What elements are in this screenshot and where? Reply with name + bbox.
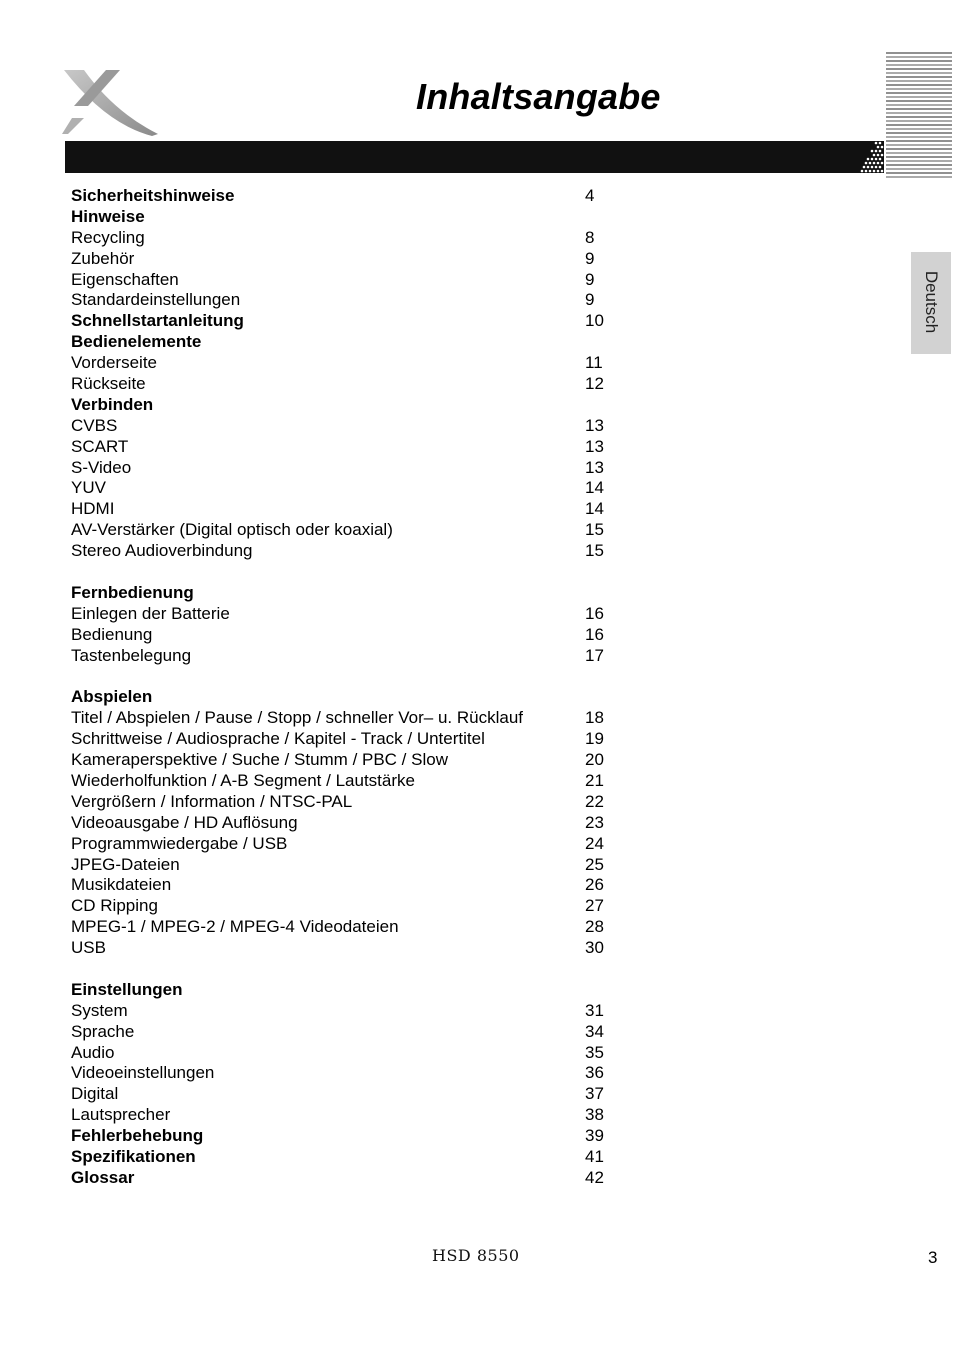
toc-section-heading <box>71 1147 631 1168</box>
toc-entry-page: 4 <box>585 186 595 205</box>
toc-entry <box>71 604 631 625</box>
dot-decoration <box>881 162 884 165</box>
toc-entry-label: Einstellungen <box>71 979 183 999</box>
toc-entry <box>71 1084 631 1105</box>
toc-entry-label: AV-Verstärker (Digital optisch oder koaxial) <box>71 520 393 540</box>
dot-decoration <box>881 146 884 149</box>
toc-entry <box>71 834 631 855</box>
toc-entry <box>71 1043 631 1064</box>
toc-entry <box>71 458 631 479</box>
dot-decoration <box>877 146 880 149</box>
toc-entry-label: Sicherheitshinweise <box>71 186 235 205</box>
toc-entry-page: 41 <box>585 1146 604 1166</box>
dot-decoration <box>879 142 882 145</box>
toc-entry <box>71 855 631 876</box>
toc-entry <box>71 771 631 792</box>
toc-entry-label: Vergrößern / Information / NTSC-PAL <box>71 791 353 811</box>
toc-entry-label: Schrittweise / Audiosprache / Kapitel - Track / Untertitel <box>71 729 485 749</box>
toc-entry <box>71 270 631 291</box>
toc-entry-label: MPEG-1 / MPEG-2 / MPEG-4 Videodateien <box>71 917 399 937</box>
toc-entry <box>71 1022 631 1043</box>
page-number: 3 <box>928 1248 938 1267</box>
toc-entry-label: Wiederholfunktion / A-B Segment / Lautstärke <box>71 770 415 790</box>
toc-entry-page: 24 <box>585 833 604 853</box>
toc-section-heading <box>71 1126 631 1147</box>
toc-entry-label: JPEG-Dateien <box>71 854 180 874</box>
dot-decoration <box>873 154 876 157</box>
toc-entry-label: Fehlerbehebung <box>71 1126 204 1146</box>
dot-decoration <box>875 166 878 169</box>
dot-decoration <box>881 170 884 173</box>
toc-entry <box>71 416 631 437</box>
toc-entry-label: Digital <box>71 1084 119 1104</box>
toc-entry-label: Verbinden <box>71 394 154 414</box>
toc-entry-page: 25 <box>585 854 604 874</box>
dot-decoration <box>877 170 880 173</box>
toc-entry-page: 42 <box>585 1167 604 1187</box>
footer-model-name: HSD 8550 <box>432 1246 520 1265</box>
toc-entry-page: 36 <box>585 1063 604 1083</box>
language-tab <box>911 252 951 354</box>
dot-decoration <box>877 162 880 165</box>
toc-section-heading <box>71 583 631 604</box>
dot-decoration <box>873 170 876 173</box>
side-stripes-decoration <box>886 50 952 182</box>
toc-entry-label: Vorderseite <box>71 353 157 373</box>
toc-entry-page: 12 <box>585 374 604 394</box>
toc-entry-label: Tastenbelegung <box>71 645 192 665</box>
toc-entry-label: Rückseite <box>71 374 146 394</box>
toc-entry-label: Recycling <box>71 227 145 247</box>
toc-entry-page: 31 <box>585 1000 604 1020</box>
dot-decoration <box>867 166 870 169</box>
toc-section-heading <box>71 687 631 708</box>
dot-decoration <box>869 162 872 165</box>
dot-decoration <box>881 154 884 157</box>
toc-entry-page: 37 <box>585 1084 604 1104</box>
dot-decoration <box>867 158 870 161</box>
toc-entry-page: 22 <box>585 791 604 811</box>
toc-entry-label: Spezifikationen <box>71 1146 196 1166</box>
dot-decoration <box>863 166 866 169</box>
dot-decoration <box>875 142 878 145</box>
toc-entry-label: Titel / Abspielen / Pause / Stopp / schneller Vor– u. Rücklauf <box>71 708 524 728</box>
toc-section-heading <box>71 332 631 353</box>
toc-entry-page: 15 <box>585 541 604 561</box>
toc-entry-label: Videoeinstellungen <box>71 1063 215 1083</box>
dot-decoration <box>879 166 882 169</box>
toc-entry-label: Lautsprecher <box>71 1105 171 1125</box>
toc-entry-page: 18 <box>585 708 604 728</box>
toc-entry-page: 30 <box>585 938 604 958</box>
toc-entry-page: 16 <box>585 624 604 644</box>
toc-entry-page: 8 <box>585 227 595 247</box>
toc-entry-label: SCART <box>71 436 129 456</box>
header-bar-dots-decoration <box>842 141 884 173</box>
dot-decoration <box>865 162 868 165</box>
toc-entry-label: Hinweise <box>71 206 145 226</box>
toc-entry-page: 28 <box>585 917 604 937</box>
toc-entry-page: 38 <box>585 1105 604 1125</box>
toc-entry-label: S-Video <box>71 457 132 477</box>
toc-entry-label: Eigenschaften <box>71 269 179 289</box>
toc-spacer <box>71 666 631 687</box>
toc-entry <box>71 729 631 750</box>
toc-entry-label: CD Ripping <box>71 896 158 916</box>
toc-section-heading <box>71 207 631 228</box>
toc-entry-label: Musikdateien <box>71 875 172 895</box>
toc-entry <box>71 1063 631 1084</box>
toc-entry <box>71 625 631 646</box>
dot-decoration <box>879 158 882 161</box>
dot-decoration <box>875 158 878 161</box>
toc-entry-label: CVBS <box>71 415 118 435</box>
toc-entry <box>71 938 631 959</box>
toc-entry <box>71 520 631 541</box>
toc-entry-label: Stereo Audioverbindung <box>71 541 253 561</box>
toc-entry-page: 14 <box>585 499 604 519</box>
toc-entry-label: Audio <box>71 1042 115 1062</box>
toc-entry <box>71 875 631 896</box>
toc-entry-page: 13 <box>585 436 604 456</box>
toc-entry-page: 9 <box>585 269 595 289</box>
toc-entry-page: 23 <box>585 812 604 832</box>
toc-entry <box>71 792 631 813</box>
toc-entry-label: USB <box>71 938 106 958</box>
dot-decoration <box>871 158 874 161</box>
toc-entry-label: Kameraperspektive / Suche / Stumm / PBC / Slow <box>71 750 448 770</box>
toc-entry-page: 20 <box>585 750 604 770</box>
toc-entry <box>71 478 631 499</box>
toc-entry <box>71 813 631 834</box>
toc-entry-page: 35 <box>585 1042 604 1062</box>
toc-entry-page: 15 <box>585 520 604 540</box>
toc-entry-page: 10 <box>585 311 604 331</box>
toc-entry <box>71 290 631 311</box>
toc-entry-label: System <box>71 1000 128 1020</box>
language-tab-label: Deutsch <box>922 270 941 334</box>
dot-decoration <box>877 154 880 157</box>
toc-entry <box>71 374 631 395</box>
toc-entry <box>71 499 631 520</box>
toc-entry-label: HDMI <box>71 499 115 519</box>
toc-section-heading <box>71 1168 631 1189</box>
toc-section-heading <box>71 311 631 332</box>
toc-entry-label: Standardeinstellungen <box>71 290 241 310</box>
toc-entry <box>71 896 631 917</box>
table-of-contents <box>71 186 631 1189</box>
toc-section-heading <box>71 395 631 416</box>
toc-entry-page: 11 <box>585 353 603 373</box>
toc-entry-page: 9 <box>585 248 595 268</box>
toc-spacer <box>71 959 631 980</box>
toc-entry-page: 13 <box>585 457 604 477</box>
toc-entry <box>71 1001 631 1022</box>
toc-entry-page: 9 <box>585 290 595 310</box>
toc-entry <box>71 541 631 562</box>
dot-decoration <box>875 150 878 153</box>
toc-entry-label: Zubehör <box>71 248 135 268</box>
toc-entry <box>71 708 631 729</box>
dot-decoration <box>871 166 874 169</box>
toc-entry-label: Fernbedienung <box>71 582 194 602</box>
toc-entry-label: Videoausgabe / HD Auflösung <box>71 812 298 832</box>
toc-entry <box>71 437 631 458</box>
header-bar <box>65 141 847 173</box>
toc-spacer <box>71 562 631 583</box>
toc-entry <box>71 917 631 938</box>
dot-decoration <box>869 170 872 173</box>
toc-entry-page: 26 <box>585 875 604 895</box>
toc-entry-label: Glossar <box>71 1167 135 1187</box>
toc-entry-page: 27 <box>585 896 604 916</box>
toc-entry <box>71 750 631 771</box>
toc-entry-page: 16 <box>585 603 604 623</box>
toc-section-heading <box>71 980 631 1001</box>
dot-decoration <box>865 170 868 173</box>
toc-entry-label: Einlegen der Batterie <box>71 603 230 623</box>
toc-entry-page: 13 <box>585 415 604 435</box>
page-title: Inhaltsangabe <box>416 76 661 117</box>
toc-entry-label: Programmwiedergabe / USB <box>71 833 288 853</box>
dot-decoration <box>879 150 882 153</box>
toc-entry <box>71 353 631 374</box>
toc-entry-page: 17 <box>585 645 604 665</box>
toc-entry-page: 34 <box>585 1021 604 1041</box>
dot-decoration <box>861 170 864 173</box>
toc-entry <box>71 228 631 249</box>
toc-entry-label: YUV <box>71 478 106 498</box>
dot-decoration <box>873 162 876 165</box>
toc-entry-label: Sprache <box>71 1021 135 1041</box>
toc-entry <box>71 249 631 270</box>
toc-entry-label: Schnellstartanleitung <box>71 311 244 331</box>
toc-entry-page: 14 <box>585 478 604 498</box>
toc-entry <box>71 1105 631 1126</box>
x-logo-icon <box>62 68 160 138</box>
dot-decoration <box>871 150 874 153</box>
toc-entry-label: Bedienelemente <box>71 332 202 352</box>
toc-entry-page: 19 <box>585 729 604 749</box>
toc-entry-label: Bedienung <box>71 624 153 644</box>
toc-entry-label: Abspielen <box>71 687 153 707</box>
toc-entry-page: 21 <box>585 770 604 790</box>
toc-section-heading <box>71 186 631 207</box>
toc-entry-page: 39 <box>585 1126 604 1146</box>
toc-entry <box>71 646 631 667</box>
